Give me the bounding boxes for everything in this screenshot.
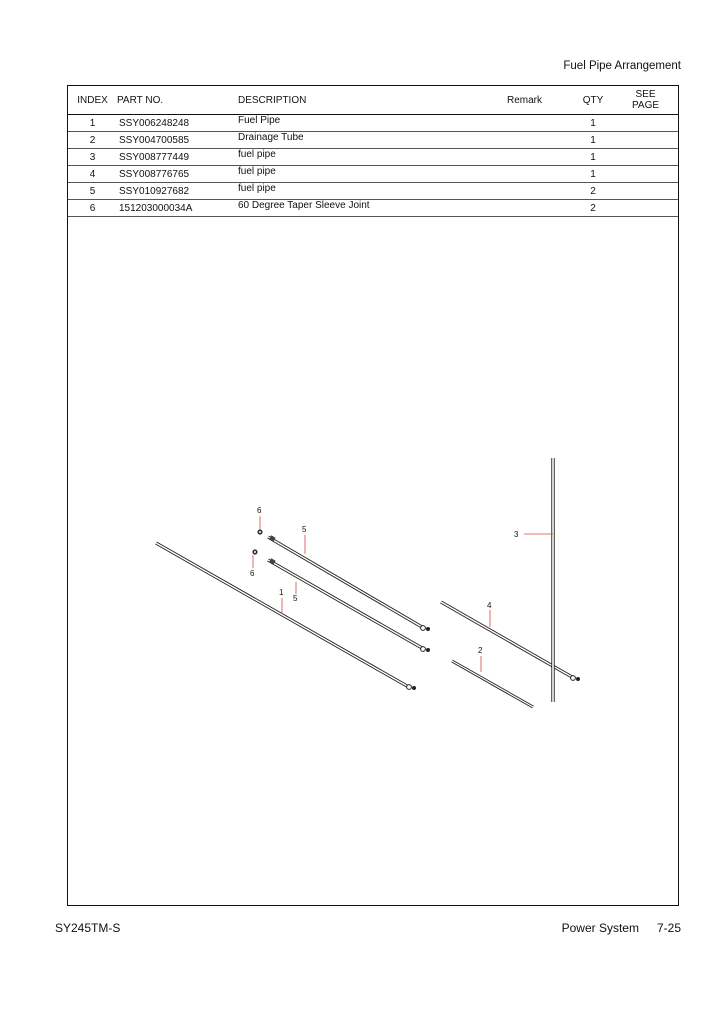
page-title: Fuel Pipe Arrangement bbox=[563, 60, 681, 72]
row-part-no: SSY008777449 bbox=[117, 149, 238, 166]
callout-5b: 5 bbox=[293, 594, 298, 603]
page-label: PAGE bbox=[631, 100, 660, 111]
callout-4: 4 bbox=[487, 601, 492, 610]
part-2-drainage-tube bbox=[452, 661, 533, 707]
row-part-no: 151203000034A bbox=[117, 200, 238, 217]
callout-1: 1 bbox=[279, 588, 284, 597]
callout-2: 2 bbox=[478, 646, 483, 655]
page-number: 7-25 bbox=[656, 921, 681, 935]
callout-6b: 6 bbox=[250, 569, 255, 578]
callout-6a: 6 bbox=[257, 506, 262, 515]
part-5-fuel-pipe-lower bbox=[268, 558, 430, 652]
col-qty-header: QTY bbox=[573, 86, 613, 115]
row-index: 5 bbox=[68, 183, 117, 200]
row-description: Fuel Pipe bbox=[238, 115, 507, 132]
row-part-no: SSY008776765 bbox=[117, 166, 238, 183]
row-index: 4 bbox=[68, 166, 117, 183]
row-index: 1 bbox=[68, 115, 117, 132]
row-index: 3 bbox=[68, 149, 117, 166]
col-remark-header: Remark bbox=[507, 86, 573, 115]
part-1-fuel-pipe bbox=[156, 543, 416, 690]
row-qty: 1 bbox=[573, 115, 613, 132]
row-qty: 1 bbox=[573, 132, 613, 149]
part-6-taper-sleeve-joint-lower bbox=[252, 549, 257, 554]
row-index: 6 bbox=[68, 200, 117, 217]
footer-right bbox=[562, 921, 681, 935]
callout-5a: 5 bbox=[302, 525, 307, 534]
section-label: Power System bbox=[561, 921, 639, 935]
row-description: Drainage Tube bbox=[238, 132, 507, 149]
row-description: fuel pipe bbox=[238, 166, 507, 183]
col-part-no-header: PART NO. bbox=[117, 86, 238, 115]
row-part-no: SSY004700585 bbox=[117, 132, 238, 149]
row-description: fuel pipe bbox=[238, 149, 507, 166]
part-4-fuel-pipe bbox=[441, 602, 580, 681]
callout-leaders bbox=[253, 516, 553, 672]
row-qty: 2 bbox=[573, 183, 613, 200]
row-description: fuel pipe bbox=[238, 183, 507, 200]
model-label: SY245TM-S bbox=[55, 921, 121, 935]
col-description-header: DESCRIPTION bbox=[238, 86, 507, 115]
row-description: 60 Degree Taper Sleeve Joint bbox=[238, 200, 507, 217]
part-5-fuel-pipe-upper bbox=[268, 535, 430, 631]
row-qty: 1 bbox=[573, 149, 613, 166]
row-part-no: SSY006248248 bbox=[117, 115, 238, 132]
row-qty: 1 bbox=[573, 166, 613, 183]
col-index-header: INDEX bbox=[68, 86, 117, 115]
row-part-no: SSY010927682 bbox=[117, 183, 238, 200]
callout-3: 3 bbox=[514, 530, 519, 539]
part-6-taper-sleeve-joint-upper bbox=[257, 529, 262, 534]
see-label: SEE bbox=[635, 89, 656, 100]
row-index: 2 bbox=[68, 132, 117, 149]
row-qty: 2 bbox=[573, 200, 613, 217]
